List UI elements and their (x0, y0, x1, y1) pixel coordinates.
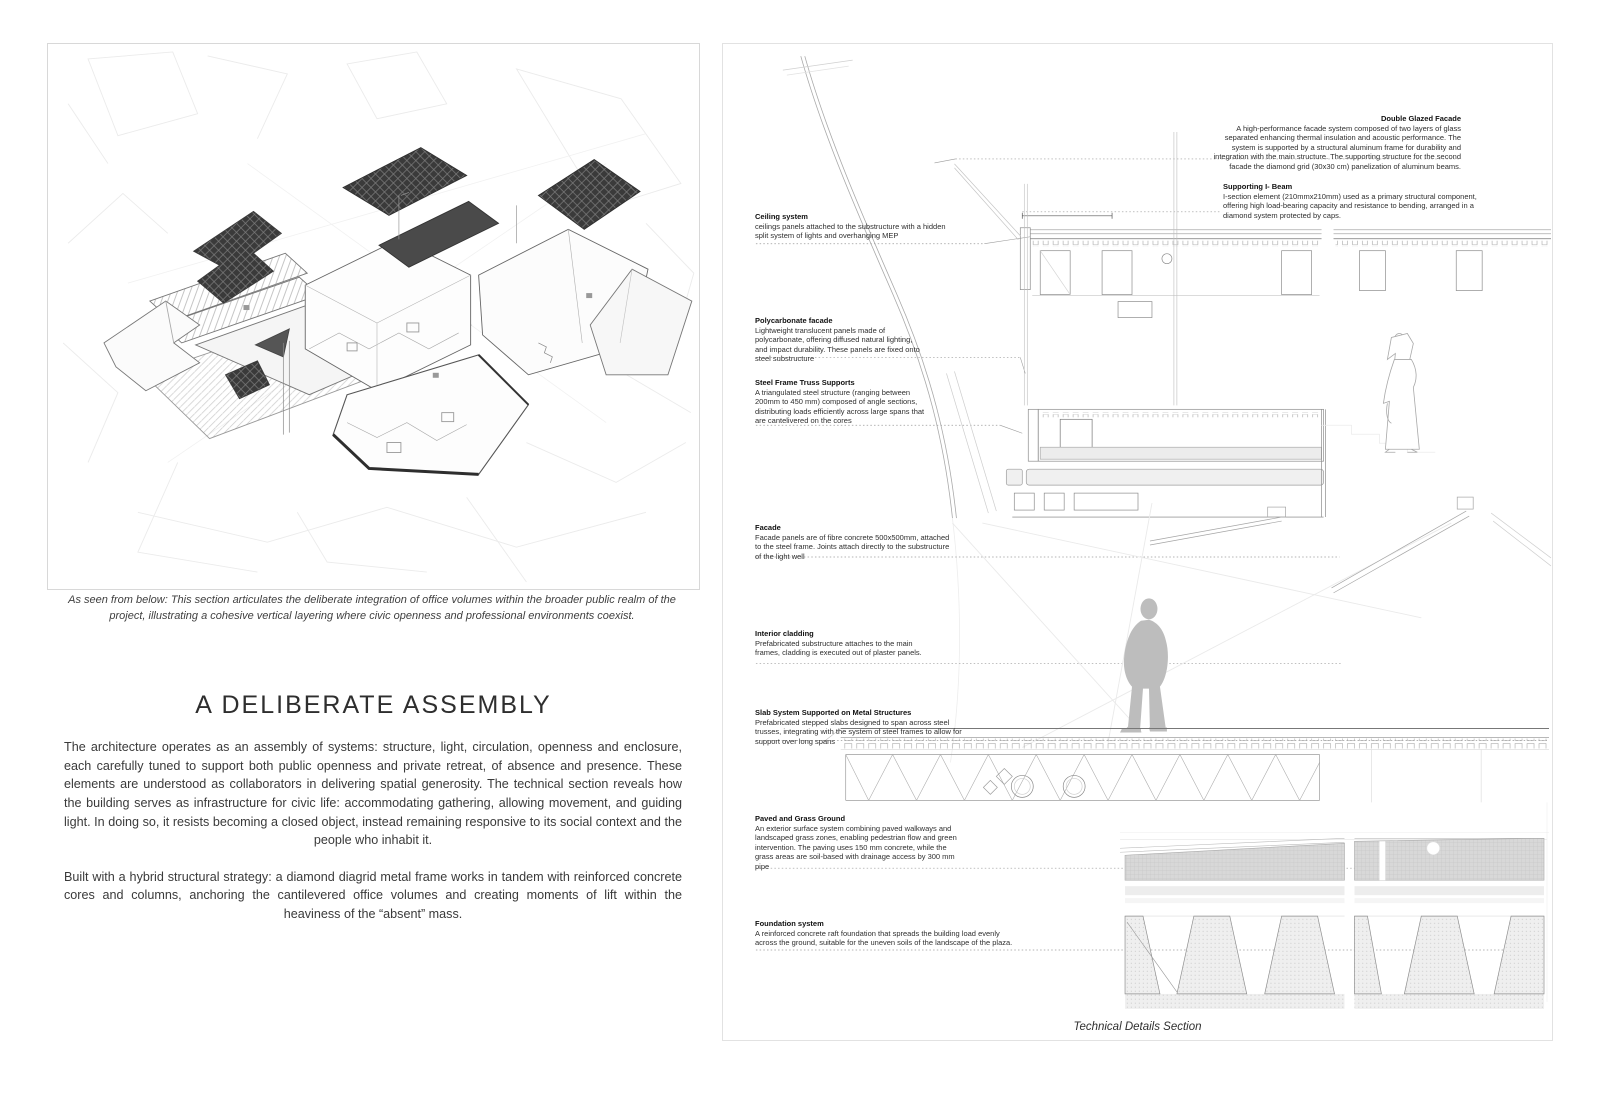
annotation-body: Facade panels are of fibre concrete 500x500mm, attached to the steel frame. Joints attach directly to the substructure of the light well (755, 532, 950, 561)
technical-section-caption: Technical Details Section (1073, 1021, 1202, 1033)
annotation-heading: Double Glazed Facade (1380, 114, 1461, 123)
annotation-body: Prefabricated substructure attaches to the main frames, cladding is executed out of plaster panels. (755, 638, 922, 658)
annotation-body: An exterior surface system combining paved walkways and landscaped grass zones, enabling pedestrian flow and green intervention. The paving uses 150 mm concrete, while the grass areas are soil-based with drainage access by 300 mm pipe (755, 823, 957, 871)
annotation-supporting-i-beam (1223, 182, 1481, 220)
annotation-heading: Paved and Grass Ground (755, 814, 846, 823)
statement-text (64, 738, 682, 942)
annotation-heading: Supporting I- Beam (1223, 182, 1293, 191)
annotation-body: I-section element (210mmx210mm) used as a primary structural component, offering high load-bearing capacity and resistance to bending, arranged in a diamond system protected by caps. (1223, 191, 1477, 220)
annotation-body: A high-performance facade system composed of two layers of glass separated enhancing thermal insulation and acoustic performance. The system is supported by a structural aluminum frame for durability and integration with the main structure. The supporting structure for the second facade the diamond grid (30x30 cm) panelization of aluminum beams. (1213, 123, 1461, 171)
annotation-paved-grass-ground (755, 814, 967, 872)
annotation-body: Lightweight translucent panels made of polycarbonate, offering diffused natural lighting, and impact durability. These panels are fixed onto steel substructure (755, 325, 920, 364)
statement-paragraph-2: Built with a hybrid structural strategy: a diamond diagrid metal frame works in tandem with reinforced concrete cores and columns, anchoring the cantilevered office volumes and creating moments of lift within the heaviness of the “absent” mass. (64, 869, 682, 921)
annotation-foundation-system (755, 919, 1017, 948)
annotation-heading: Interior cladding (755, 629, 814, 638)
annotation-heading: Steel Frame Truss Supports (755, 378, 855, 387)
annotation-body: A reinforced concrete raft foundation that spreads the building load evenly across the ground, suitable for the uneven soils of the landscape of the plaza. (755, 928, 1013, 948)
annotation-body: Prefabricated stepped slabs designed to span across steel trusses, integrating with the system of steel frames to allow for support over long spans (755, 717, 962, 746)
technical-details-panel (722, 43, 1553, 1041)
axonometric-drawing-panel (47, 43, 700, 590)
annotation-heading: Slab System Supported on Metal Structures (755, 708, 912, 717)
annotation-heading: Foundation system (755, 919, 824, 928)
annotation-body: ceilings panels attached to the substructure with a hidden split system of lights and overhanging MEP (755, 221, 946, 241)
statement-paragraph-1: The architecture operates as an assembly of systems: structure, light, circulation, openness and enclosure, each carefully tuned to support both public openness and private retreat, of absence and presence. These elements are understood as collaborators in delivering spatial generosity. The technical section reveals how the building serves as infrastructure for civic life: accommodating gathering, allowing movement, and guiding light. In doing so, it resists becoming a closed object, instead remaining responsive to its social context and the people who inhabit it. (64, 740, 682, 848)
annotation-interior-cladding (755, 629, 935, 658)
annotation-heading: Ceiling system (755, 212, 808, 221)
robed-figure (1322, 334, 1436, 453)
annotation-heading: Polycarbonate facade (755, 316, 833, 325)
annotation-steel-frame-truss (755, 378, 927, 426)
annotation-heading: Facade (755, 523, 781, 532)
annotation-slab-system (755, 708, 973, 746)
axonometric-caption: As seen from below: This section articulates the deliberate integration of office volumes within the broader public realm of the project, illustrating a cohesive vertical layering where civic openness and professional environments coexist. (68, 594, 676, 622)
annotation-polycarbonate-facade (755, 316, 920, 364)
axonometric-drawing (48, 44, 699, 589)
page-title: A DELIBERATE ASSEMBLY (195, 690, 552, 719)
annotation-facade (755, 523, 951, 561)
annotation-body: A triangulated steel structure (ranging between 200mm to 450 mm) composed of angle sections, distributing loads efficiently across large spans that are cantelivered on the cores (755, 387, 925, 426)
person-silhouette (1120, 598, 1168, 732)
annotation-ceiling-system (755, 212, 947, 241)
annotation-double-glazed-facade (1209, 114, 1461, 172)
